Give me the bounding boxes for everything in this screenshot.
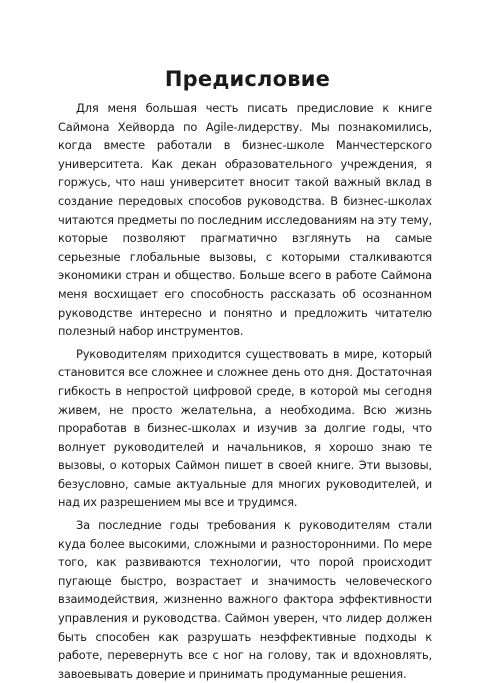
paragraph-3: За последние годы требования к руководителям стали куда более высокими, сложными и разносторонними. По мере того, как развиваются технологии, что порой происходит пугающе быстро, возрастает и значимость человеческого взаимодействия, жизненно важного фактора эффективности управления и руководства. Саймон уверен, что лидер должен быть способен как разрушать неэффективные подходы к работе, перевернуть все с ног на голову, так и вдохновлять, завоевывать доверие и принимать продуманные решения. (58, 518, 432, 681)
foreword-body (58, 99, 432, 683)
page-title: Предисловие (164, 67, 331, 91)
paragraph-1: Для меня большая честь писать предисловие к книге Саймона Хейворда по Agile-лидерству. Мы познакомились, когда вместе работали в бизнес-школе Манчестерского университета. Как декан образовательного учреждения, я горжусь, что наш университет вносит такой важный вклад в создание передовых способов руководства. В бизнес-школах читаются предметы по последним исследованиям на эту тему, которые позволяют прагматично взглянуть на самые серьезные глобальные вызовы, с которыми сталкиваются экономики стран и общество. Больше всего в работе Саймона меня восхищает его способность рассказать об осознанном руководстве интересно и понятно и предложить читателю полезный набор инструментов. (58, 101, 432, 339)
paragraph-2: Руководителям приходится существовать в мире, который становится все сложнее и сложнее день ото дня. Достаточная гибкость в непростой цифровой среде, в которой мы сегодня живем, не просто желательна, а необходима. Всю жизнь проработав в бизнес-школах и изучив за долгие годы, что волнует руководителей и начальников, я хорошо знаю те вызовы, о которых Саймон пишет в своей книге. Эти вызовы, безусловно, самые актуальные для многих руководителей, и над их разрешением мы все и трудимся. (58, 346, 432, 510)
